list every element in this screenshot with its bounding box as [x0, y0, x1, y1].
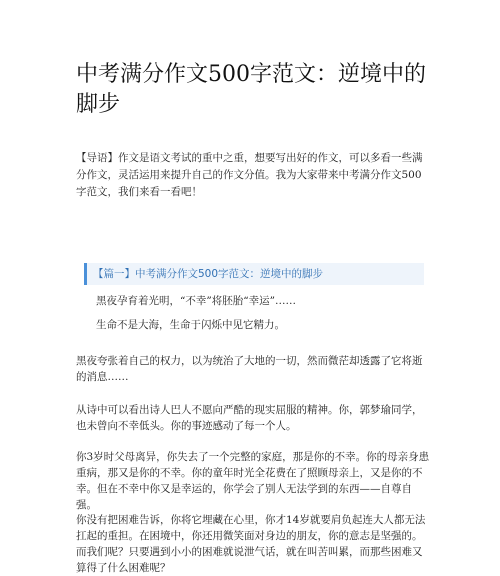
- page-title: 中考满分作文500字范文：逆境中的脚步: [76, 62, 426, 117]
- body-paragraph: 黑夜夸张着自己的权力，以为统治了大地的一切，然而微茫却透露了它将逝的消息……: [76, 355, 423, 383]
- intro-paragraph: 【导语】作文是语文考试的重中之重，想要写出好的作文，可以多看一些满分作文，灵活运用来提升自己的作文分值。我为大家带来中考满分作文500字范文，我们来看一看吧！: [76, 152, 423, 198]
- section-header: 【篇一】中考满分作文500字范文：逆境中的脚步: [84, 263, 424, 285]
- poem-line: 生命不是大海，生命于闪烁中见它精力。: [96, 319, 285, 331]
- body-paragraph: 从诗中可以看出诗人巴人不愿向严酷的现实屈服的精神。你，郭梦瑜同学，也未曾向不幸低头。你的事迹感动了每一个人。: [76, 404, 423, 432]
- body-paragraph: 你3岁时父母离异，你失去了一个完整的家庭，那是你的不幸。你的母亲身患重病，那又是你的不幸。你的童年时光全花费在了照顾母亲上，又是你的不幸。但在不幸中你又是幸运的，你学会了别人无法学到的东西——自尊自强。: [76, 451, 430, 511]
- body-paragraph: 你没有把困难告诉，你将它埋藏在心里，你才14岁就要肩负起连大人都无法扛起的重担。在困境中，你还用微笑面对身边的朋友，你的意志是坚强的。而我们呢？只要遇到小小的困难就说泄气话，就在叫苦叫累，而那些困难又算得了什么困难呢？: [76, 514, 426, 574]
- poem-line: 黑夜孕育着光明，“不幸”将胚胎“幸运”……: [96, 295, 296, 307]
